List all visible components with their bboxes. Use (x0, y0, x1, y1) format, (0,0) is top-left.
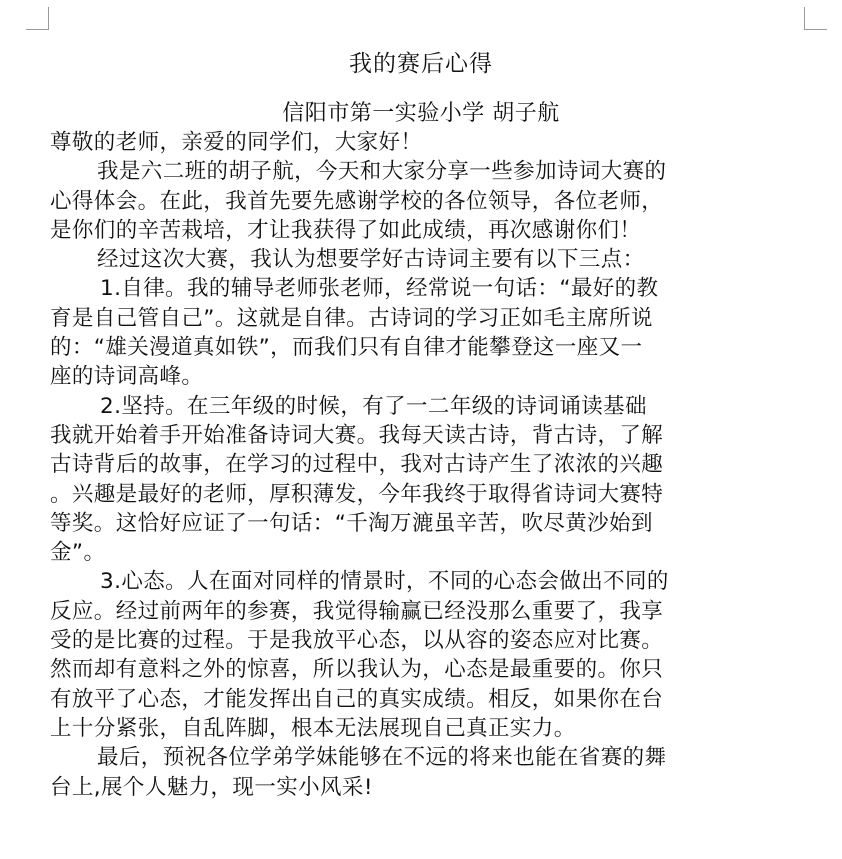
body-line: 有放平了心态，才能发挥出自己的真实成绩。相反，如果你在台 (50, 686, 664, 712)
body-line: 1.自律。我的辅导老师张老师，经常说一句话：“最好的教 (100, 276, 659, 302)
body-line: 然而却有意料之外的惊喜，所以我认为，心态是最重要的。你只 (50, 657, 664, 683)
page-corner-mark-right (804, 7, 827, 30)
body-line: 3.心态。人在面对同样的情景时，不同的心态会做出不同的 (100, 569, 669, 595)
document-title: 我的赛后心得 (349, 51, 493, 77)
body-line: 座的诗词高峰。 (50, 364, 204, 390)
body-line: 育是自己管自己”。这就是自律。古诗词的学习正如毛主席所说 (50, 305, 653, 331)
body-line: 心得体会。在此，我首先要先感谢学校的各位领导，各位老师， (50, 188, 664, 214)
body-line: 反应。经过前两年的参赛，我觉得输赢已经没那么重要了，我享 (50, 598, 664, 624)
author-line: 信阳市第一实验小学 胡子航 (282, 101, 560, 126)
page-corner-mark-left (26, 7, 49, 30)
body-line: 我是六二班的胡子航，今天和大家分享一些参加诗词大赛的 (97, 159, 667, 185)
body-line: 我就开始着手开始准备诗词大赛。我每天读古诗，背古诗，了解 (50, 422, 664, 448)
body-line: 上十分紧张，自乱阵脚，根本无法展现自己真正实力。 (50, 715, 576, 741)
body-line: 等奖。这恰好应证了一句话：“千淘万漉虽辛苦，吹尽黄沙始到 (50, 510, 653, 536)
body-line: 尊敬的老师，亲爱的同学们，大家好！ (50, 130, 423, 155)
body-line: 台上,展个人魅力，现一实小风采! (50, 774, 373, 800)
body-line: 最后，预祝各位学弟学妹能够在不远的将来也能在省赛的舞 (97, 745, 667, 771)
body-line: 2.坚持。在三年级的时候，有了一二年级的诗词诵读基础 (100, 393, 647, 419)
body-line: 受的是比赛的过程。于是我放平心态，以从容的姿态应对比赛。 (50, 628, 664, 654)
body-line: 是你们的辛苦栽培，才让我获得了如此成绩，再次感谢你们！ (50, 217, 642, 243)
body-line: 。兴趣是最好的老师，厚积薄发，今年我终于取得省诗词大赛特 (50, 481, 664, 507)
document-body (50, 128, 810, 802)
body-line: 经过这次大赛，我认为想要学好古诗词主要有以下三点： (97, 247, 645, 273)
body-line: 古诗背后的故事，在学习的过程中，我对古诗产生了浓浓的兴趣 (50, 452, 664, 478)
body-line: 的：“雄关漫道真如铁”，而我们只有自律才能攀登这一座又一 (50, 335, 643, 361)
body-line: 金”。 (50, 540, 106, 566)
